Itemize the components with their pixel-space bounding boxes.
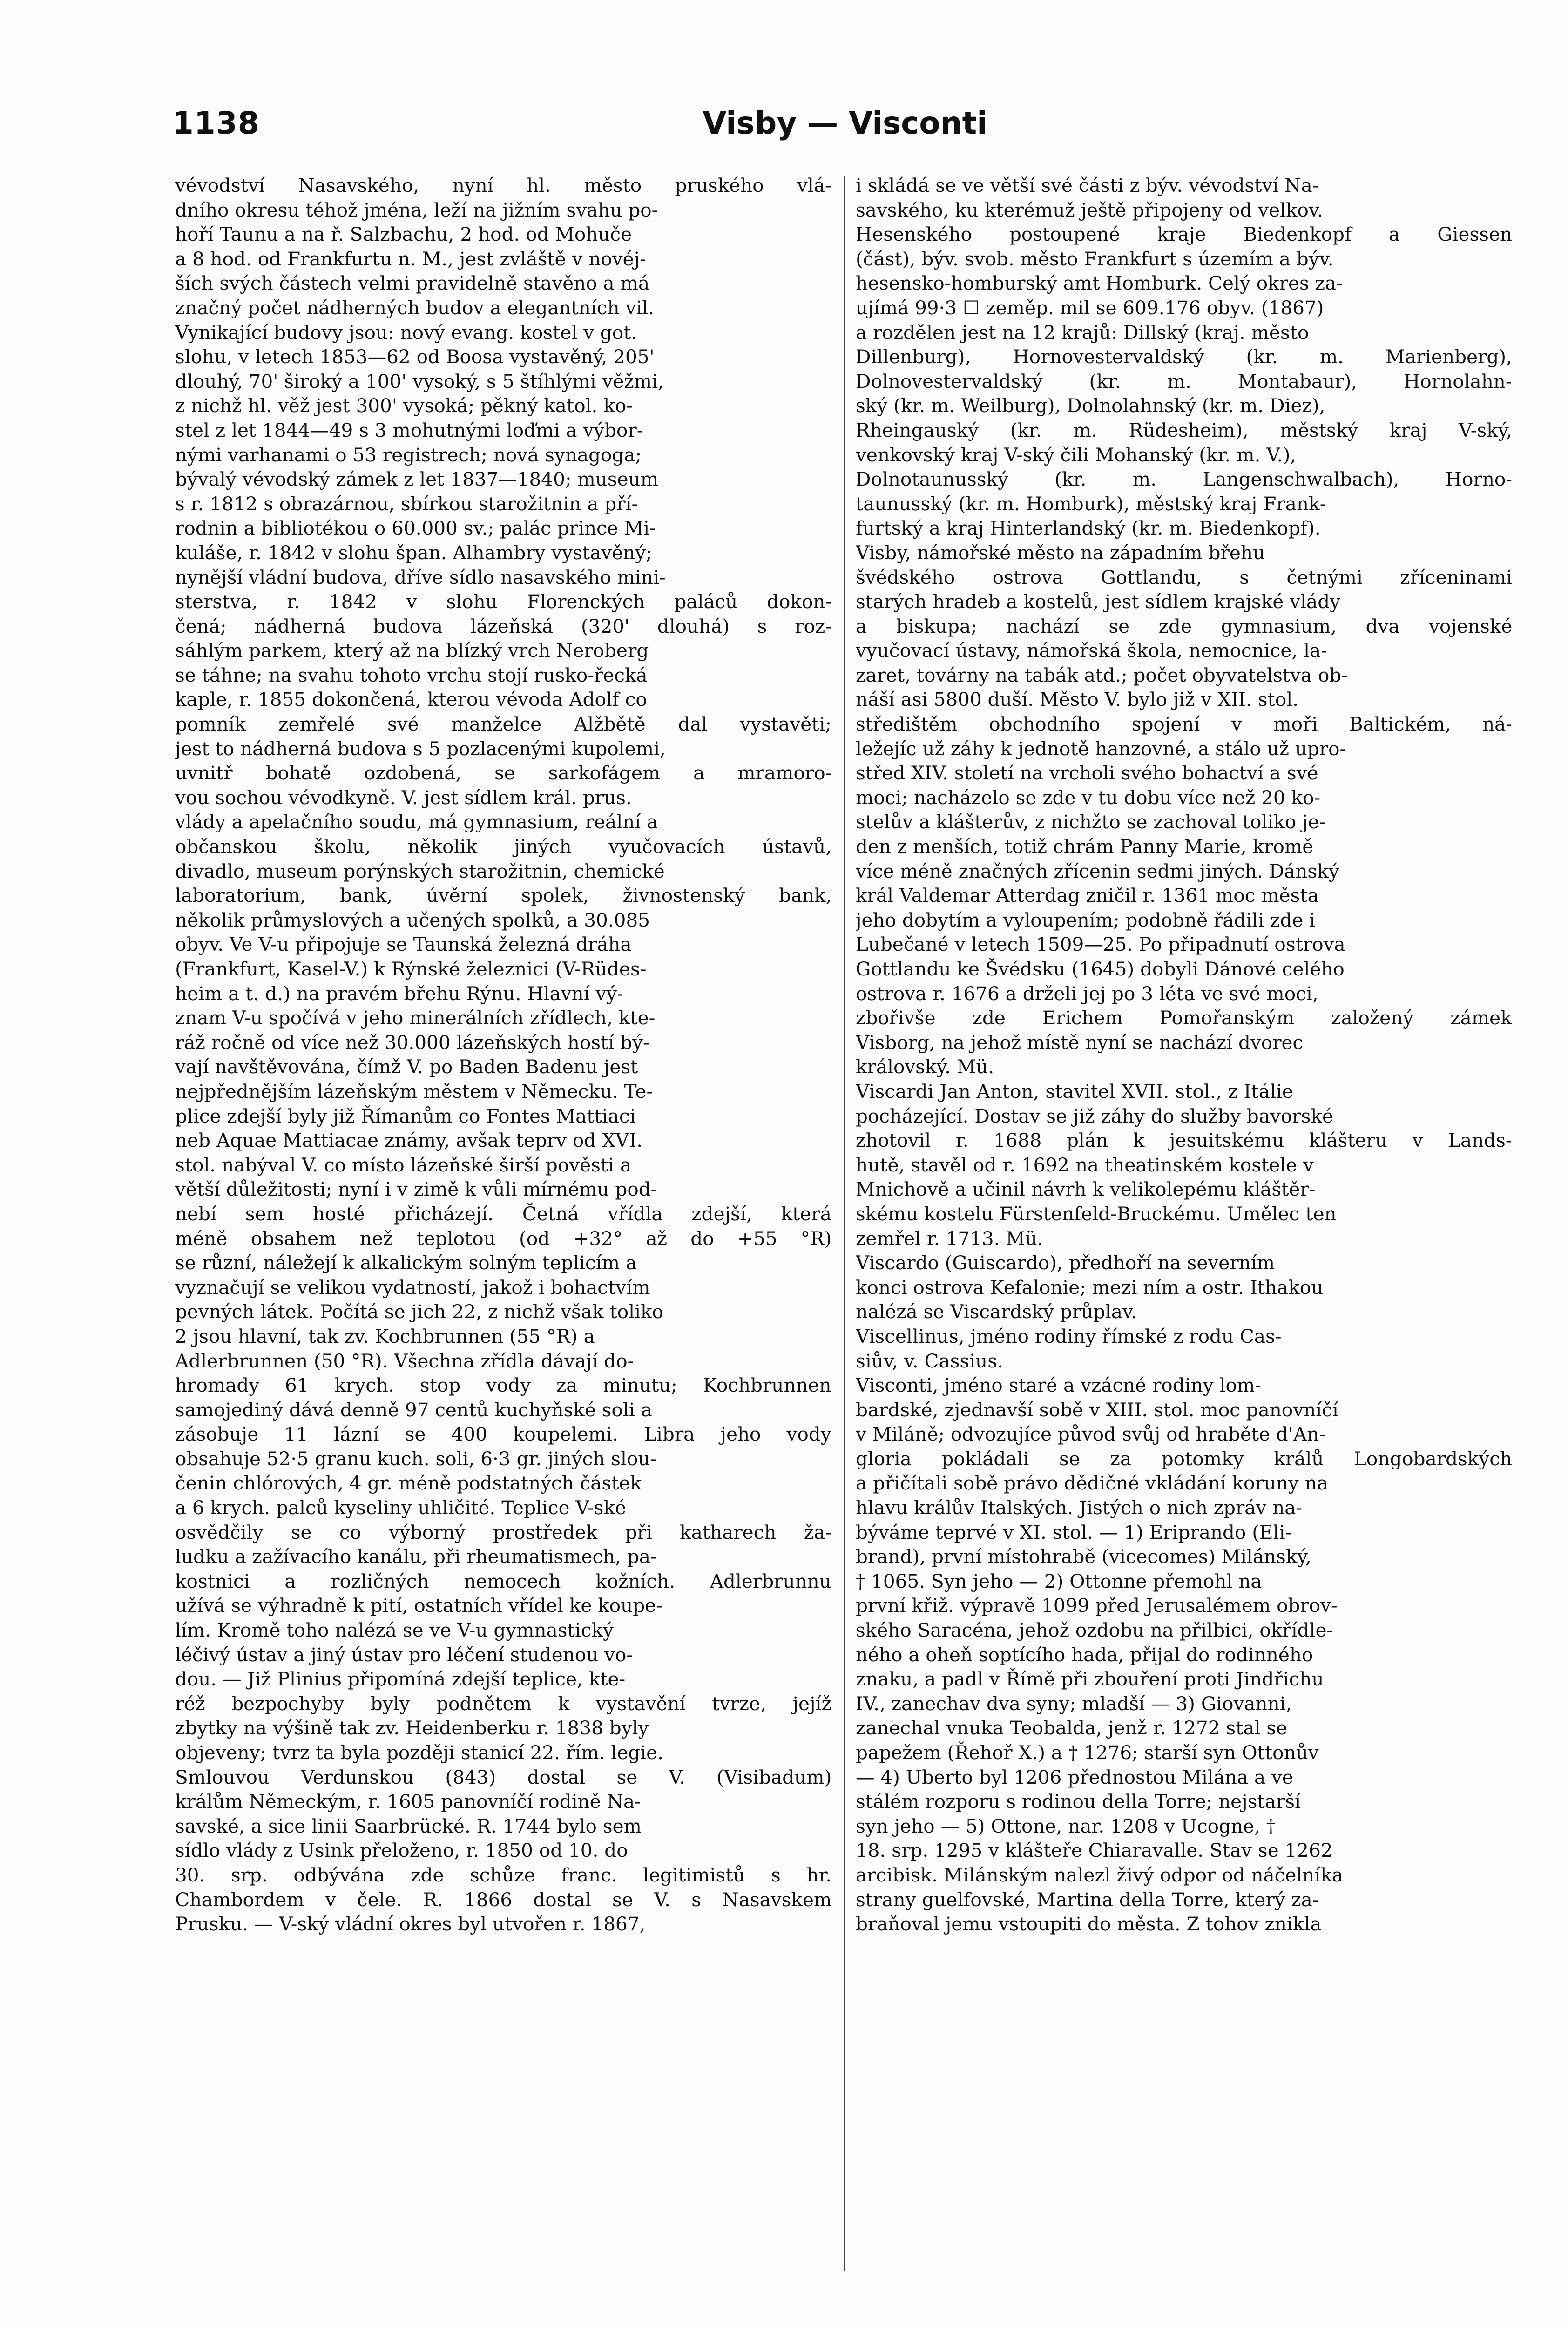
text-line: a přičítali sobě právo dědičné vkládání koruny na	[856, 1472, 1328, 1495]
text-line: kaple, r. 1855 dokončená, kterou vévoda Adolf co	[175, 688, 647, 711]
right-column	[856, 173, 1512, 1936]
text-line: pomník zemřelé své manželce Alžbětě dal vystavěti;	[175, 713, 831, 736]
text-line: užívá se výhradně k pití, ostatních vřídel ke koupe-	[175, 1594, 662, 1617]
text-line: zbytky na výšině tak zv. Heidenberku r. 1838 byly	[175, 1717, 649, 1739]
page-number: 1138	[172, 105, 260, 141]
text-line: objeveny; tvrz ta byla později stanicí 22. řím. legie.	[175, 1741, 664, 1764]
text-line: pocházející. Dostav se již záhy do služby bavorské	[856, 1104, 1333, 1127]
text-line: papežem (Řehoř X.) a † 1276; starší syn Ottonův	[856, 1741, 1319, 1764]
text-line: kostnici a rozličných nemocech kožních. Adlerbrunnu	[175, 1570, 831, 1592]
text-line: IV., zanechav dva syny; mladší — 3) Giovanni,	[856, 1692, 1292, 1715]
text-line: Adlerbrunnen (50 °R). Všechna zřídla dávají do-	[175, 1349, 634, 1372]
text-line: ších svých částech velmi pravidelně stavěno a má	[175, 272, 650, 295]
text-line: Chambordem v čele. R. 1866 dostal se V. s Nasavskem	[175, 1888, 831, 1911]
text-line: zhotovil r. 1688 plán k jesuitskému klášteru v Lands-	[856, 1129, 1512, 1152]
text-line: méně obsahem než teplotou (od +32° až do +55 °R)	[175, 1227, 831, 1250]
text-line: obsahuje 52·5 granu kuch. soli, 6·3 gr. jiných slou-	[175, 1447, 657, 1470]
left-column	[175, 173, 831, 1936]
text-line: ležejíc už záhy k jednotě hanzovné, a stálo už upro-	[856, 737, 1346, 760]
text-line: samojediný dává denně 97 centů kuchyňské soli a	[175, 1398, 652, 1421]
text-line: taunusský (kr. m. Homburk), městský kraj Frank-	[856, 492, 1326, 515]
text-line: Prusku. — V-ský vládní okres byl utvořen r. 1867,	[175, 1913, 646, 1935]
text-line: střed XIV. století na vrcholi svého bohactví a své	[856, 762, 1318, 785]
text-line: nejpřednějším lázeňským městem v Německu. Te-	[175, 1080, 653, 1103]
text-line: neb Aquae Mattiacae známy, avšak teprv od XVI.	[175, 1129, 643, 1152]
text-line: bývalý vévodský zámek z let 1837—1840; museum	[175, 468, 659, 491]
text-line: slohu, v letech 1853—62 od Boosa vystavěný, 205'	[175, 345, 655, 368]
text-line: strany guelfovské, Martina della Torre, který za-	[856, 1888, 1319, 1911]
text-line: Visconti, jméno staré a vzácné rodiny lom-	[856, 1374, 1261, 1397]
text-line: den z menších, totiž chrám Panny Marie, kromě	[856, 835, 1314, 858]
text-line: ského Saracéna, jehož ozdobu na přilbici, okřídle-	[856, 1619, 1333, 1642]
text-line: divadlo, museum porýnských starožitnin, chemické	[175, 859, 665, 882]
text-line: i skládá se ve větší své části z býv. vévodství Na-	[856, 174, 1319, 196]
text-line: braňoval jemu vstoupiti do města. Z tohov znikla	[856, 1913, 1322, 1935]
text-line: a biskupa; nachází se zde gymnasium, dva vojenské	[856, 615, 1512, 637]
text-line: stol. nabýval V. co místo lázeňské širší pověsti a	[175, 1153, 632, 1176]
text-line: nebí sem hosté přicházejí. Četná vřídla zdejší, která	[175, 1202, 831, 1225]
text-line: osvědčily se co výborný prostředek při katharech ža-	[175, 1521, 831, 1543]
text-line: zanechal vnuka Teobalda, jenž r. 1272 stal se	[856, 1717, 1288, 1739]
text-line: se táhne; na svahu tohoto vrchu stojí rusko-řecká	[175, 663, 648, 686]
text-line: nalézá se Viscardský průplav.	[856, 1300, 1137, 1323]
text-line: a 8 hod. od Frankfurtu n. M., jest zvláště v novéj-	[175, 247, 646, 270]
text-line: starých hradeb a kostelů, jest sídlem krajské vlády	[856, 590, 1340, 613]
text-line: hlavu králův Italských. Jistých o nich zpráv na-	[856, 1496, 1303, 1519]
text-line: — 4) Uberto byl 1206 přednostou Milána a ve	[856, 1766, 1293, 1788]
text-line: nynější vládní budova, dříve sídlo nasavského mini-	[175, 566, 666, 589]
text-line: Dillenburg), Hornovestervaldský (kr. m. Marienberg),	[856, 345, 1512, 368]
text-line: jest to nádherná budova s 5 pozlacenými kupolemi,	[175, 737, 666, 760]
text-line: stelův a klášterův, z nichžto se zachoval toliko je-	[856, 811, 1326, 833]
text-line: v Miláně; odvozujíce původ svůj od hraběte d'An-	[856, 1423, 1325, 1446]
text-line: náší asi 5800 duší. Město V. bylo již v XII. stol.	[856, 688, 1299, 711]
text-line: vlády a apelačního soudu, má gymnasium, reální a	[175, 811, 658, 833]
text-line: plice zdejší byly již Římanům co Fontes Mattiaci	[175, 1104, 636, 1127]
text-line: réž bezpochyby byly podnětem k vystavění tvrze, jejíž	[175, 1692, 831, 1715]
text-line: králům Německým, r. 1605 panovníčí rodině Na-	[175, 1790, 641, 1813]
text-line: savské, a sice linii Saarbrücké. R. 1744 bylo sem	[175, 1814, 642, 1837]
text-line: středištěm obchodního spojení v moři Baltickém, ná-	[856, 713, 1512, 736]
text-line: vyznačují se velikou vydatností, jakož i bohactvím	[175, 1276, 650, 1299]
text-line: zbořivše zde Erichem Pomořanským založený zámek	[856, 1007, 1512, 1029]
text-line: vají navštěvována, čímž V. po Baden Badenu jest	[175, 1056, 638, 1078]
text-line: dlouhý, 70' široký a 100' vysoký, s 5 štíhlými věžmi,	[175, 370, 664, 393]
text-line: hutě, stavěl od r. 1692 na theatinském kostele v	[856, 1153, 1314, 1176]
text-line: dního okresu téhož jména, leží na jižním svahu po-	[175, 198, 658, 221]
text-line: brand), první místohrabě (vicecomes) Milánský,	[856, 1545, 1311, 1568]
text-line: hoří Taunu a na ř. Salzbachu, 2 hod. od Mohuče	[175, 223, 632, 246]
text-line: uvnitř bohatě ozdobená, se sarkofágem a mramoro-	[175, 762, 831, 785]
text-line: lím. Kromě toho nalézá se ve V-u gymnastický	[175, 1619, 614, 1642]
text-line: savského, ku kterémuž ještě připojeny od velkov.	[856, 198, 1323, 221]
text-line: Dolnotaunusský (kr. m. Langenschwalbach), Horno-	[856, 468, 1512, 491]
text-line: zásobuje 11 lázní se 400 koupelemi. Libra jeho vody	[175, 1423, 831, 1446]
text-line: a 6 krych. palců kyseliny uhličité. Teplice V-ské	[175, 1496, 626, 1519]
text-line: více méně značných zřícenin sedmi jiných. Dánský	[856, 859, 1339, 882]
text-line: 30. srp. odbývána zde schůze franc. legitimistů s hr.	[175, 1863, 831, 1886]
text-line: zemřel r. 1713. Mü.	[856, 1227, 1043, 1250]
text-line: znaku, a padl v Římě při zbouření proti Jindřichu	[856, 1668, 1324, 1691]
text-line: arcibisk. Milánským nalezl živý odpor od náčelníka	[856, 1863, 1344, 1886]
text-line: švédského ostrova Gottlandu, s četnými zříceninami	[856, 566, 1512, 589]
page-header	[172, 105, 1518, 147]
text-line: několik průmyslových a učených spolků, a 30.085	[175, 908, 650, 931]
text-line: občanskou školu, několik jiných vyučovacích ústavů,	[175, 835, 831, 858]
text-line: stálém rozporu s rodinou della Torre; nejstarší	[856, 1790, 1301, 1813]
text-line: ujímá 99·3 ☐ zeměp. mil se 609.176 obyv. (1867)	[856, 296, 1324, 319]
text-line: pevných látek. Počítá se jich 22, z nichž však toliko	[175, 1300, 663, 1323]
text-line: Viscardo (Guiscardo), předhoří na severním	[856, 1252, 1275, 1274]
text-line: skému kostelu Fürstenfeld-Bruckému. Umělec ten	[856, 1202, 1337, 1225]
text-line: Hesenského postoupené kraje Biedenkopf a Giessen	[856, 223, 1512, 246]
text-line: syn jeho — 5) Ottone, nar. 1208 v Ucogne, †	[856, 1814, 1276, 1837]
text-line: (Frankfurt, Kasel-V.) k Rýnské železnici (V-Rüdes-	[175, 958, 647, 980]
text-line: léčivý ústav a jiný ústav pro léčení studenou vo-	[175, 1643, 633, 1666]
text-line: Gottlandu ke Švédsku (1645) dobyli Dánové celého	[856, 958, 1345, 980]
running-head: Visby — Visconti	[703, 105, 987, 141]
text-line: ský (kr. m. Weilburg), Dolnolahnský (kr. m. Diez),	[856, 394, 1325, 417]
text-line: stel z let 1844—49 s 3 mohutnými loďmi a výbor-	[175, 419, 643, 441]
text-line: laboratorium, bank, úvěrní spolek, živnostenský bank,	[175, 884, 831, 907]
text-line: z nichž hl. věž jest 300' vysoká; pěkný katol. ko-	[175, 394, 633, 417]
column-divider	[844, 176, 845, 2271]
text-line: sáhlým parkem, který až na blízký vrch Neroberg	[175, 639, 649, 662]
text-line: Smlouvou Verdunskou (843) dostal se V. (Visibadum)	[175, 1766, 831, 1788]
text-line: venkovský kraj V-ský čili Mohanský (kr. m. V.),	[856, 443, 1297, 466]
text-line: moci; nacházelo se zde v tu dobu více než 20 ko-	[856, 786, 1321, 809]
text-line: dou. — Již Plinius připomíná zdejší teplice, kte-	[175, 1668, 626, 1691]
text-line: Dolnovestervaldský (kr. m. Montabaur), Hornolahn-	[856, 370, 1512, 393]
text-line: znam V-u spočívá v jeho minerálních zřídlech, kte-	[175, 1007, 656, 1029]
text-line: první křiž. výpravě 1099 před Jerusalémem obrov-	[856, 1594, 1338, 1617]
text-line: Visborg, na jehož místě nyní se nachází dvorec	[856, 1031, 1304, 1054]
text-line: Lubečané v letech 1509—25. Po připadnutí ostrova	[856, 933, 1345, 956]
text-line: 2 jsou hlavní, tak zv. Kochbrunnen (55 °R) a	[175, 1325, 595, 1347]
text-line: siův, v. Cassius.	[856, 1349, 1003, 1372]
text-line: konci ostrova Kefalonie; mezi ním a ostr. Ithakou	[856, 1276, 1324, 1299]
text-line: sídlo vlády z Usink přeloženo, r. 1850 od 10. do	[175, 1839, 628, 1862]
text-line: Viscardi Jan Anton, stavitel XVII. stol., z Itálie	[856, 1080, 1293, 1103]
text-line: ného a oheň soptícího hada, přijal do rodinného	[856, 1643, 1313, 1666]
text-line: kuláše, r. 1842 v slohu špan. Alhambry vystavěný;	[175, 541, 652, 564]
text-line: a rozdělen jest na 12 krajů: Dillský (kraj. město	[856, 321, 1309, 344]
text-line: čenin chlórových, 4 gr. méně podstatných částek	[175, 1472, 642, 1495]
text-line: † 1065. Syn jeho — 2) Ottonne přemohl na	[856, 1570, 1262, 1592]
text-line: nými varhanami o 53 registrech; nová synagoga;	[175, 443, 642, 466]
text-line: královský. Mü.	[856, 1056, 994, 1078]
text-line: (část), býv. svob. město Frankfurt s územím a býv.	[856, 247, 1334, 270]
text-line: značný počet nádherných budov a elegantních vil.	[175, 296, 655, 319]
text-line: heim a t. d.) na pravém břehu Rýnu. Hlavní vý-	[175, 982, 623, 1005]
text-line: hesensko-homburský amt Homburk. Celý okres za-	[856, 272, 1343, 295]
text-line: větší důležitosti; nyní i v zimě k vůli mírnému pod-	[175, 1178, 657, 1201]
text-line: vyučovací ústavy, námořská škola, nemocnice, la-	[856, 639, 1327, 662]
text-line: ostrova r. 1676 a drželi jej po 3 léta ve své moci,	[856, 982, 1318, 1005]
text-line: Visby, námořské město na západním břehu	[856, 541, 1265, 564]
text-line: Mnichově a učinil návrh k velikolepému kláštěr-	[856, 1178, 1316, 1201]
text-line: furtský a kraj Hinterlandský (kr. m. Biedenkopf).	[856, 517, 1321, 540]
text-line: čená; nádherná budova lázeňská (320' dlouhá) s roz-	[175, 615, 831, 637]
text-line: ráž ročně od více než 30.000 lázeňských hostí bý-	[175, 1031, 649, 1054]
text-line: král Valdemar Atterdag zničil r. 1361 moc města	[856, 884, 1319, 907]
text-line: se různí, náležejí k alkalickým solným teplicím a	[175, 1252, 637, 1274]
text-line: vou sochou vévodkyně. V. jest sídlem král. prus.	[175, 786, 632, 809]
text-line: ludku a zažívacího kanálu, při rheumatismech, pa-	[175, 1545, 657, 1568]
text-line: zaret, továrny na tabák atd.; počet obyvatelstva ob-	[856, 663, 1348, 686]
text-line: Vynikající budovy jsou: nový evang. kostel v got.	[175, 321, 637, 344]
text-line: vévodství Nasavského, nyní hl. město pruského vlá-	[175, 174, 831, 196]
text-line: rodnin a bibliotékou o 60.000 sv.; palác prince Mi-	[175, 517, 656, 540]
text-line: s r. 1812 s obrazárnou, sbírkou starožitnin a pří-	[175, 492, 638, 515]
text-line: obyv. Ve V-u připojuje se Taunská železná dráha	[175, 933, 632, 956]
text-line: jeho dobytím a vyloupením; podobně řádili zde i	[856, 908, 1316, 931]
text-line: býváme teprvé v XI. stol. — 1) Eriprando (Eli-	[856, 1521, 1292, 1543]
text-line: bardské, zjednavší sobě v XIII. stol. moc panovníčí	[856, 1398, 1338, 1421]
text-line: Rheingauský (kr. m. Rüdesheim), městský kraj V-ský,	[856, 419, 1512, 441]
text-line: gloria pokládali se za potomky králů Longobardských	[856, 1447, 1512, 1470]
text-line: 18. srp. 1295 v klášteře Chiaravalle. Stav se 1262	[856, 1839, 1333, 1862]
text-line: Viscellinus, jméno rodiny římské z rodu Cas-	[856, 1325, 1282, 1347]
text-line: sterstva, r. 1842 v slohu Florenckých paláců dokon-	[175, 590, 831, 613]
text-line: hromady 61 krych. stop vody za minutu; Kochbrunnen	[175, 1374, 831, 1397]
